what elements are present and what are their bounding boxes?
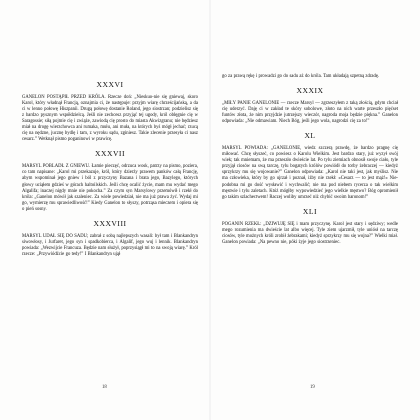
section-paragraph: MARSYL POWIADA: „GANELONIE, wiedz szczerą prawdę, że bardzo pragnę cię miłować. Chcę słyszeć, co powiesz o Karolu Wielkim. Jest bardzo stary, już wyzył swój wiek; tak mniemam, że ma przeszło dwieście lat. Po tylu ziemiach obnosił swoje ciało, tyle przyjął ciosów na swą tarczę, tylu bogatych królów powiódł do torby żebraczej — kiedyż sprzykrzy mu się wojowanie?” Ganelon odpowiada: „Karol nie taki jest, jak myślisz. Nie ma człowieka, który by go ujrzał i poznał, iżby nie rzekł: «Cesarz — to jest mąż!» Nie- podobna mi go dość wysławić i wychwalić; nie ma pod niebem rycerza o tak wielkim męstwie i tylu zaletach. Któż mógłby wypowiedzieć jego wielkie męstwo? Bóg opromienił go takim szlachectwem! Raczej woliby umrzeć niż chybić swoim baronom!” (222, 146, 398, 200)
section-heading: XL (304, 131, 316, 141)
section-heading: XXXIX (296, 86, 324, 96)
section-continuation (222, 74, 398, 80)
section-heading: XXXVIII (93, 218, 127, 228)
section-heading: XLI (302, 206, 318, 216)
section-paragraph: GANELON POSTĄPIŁ PRZED KRÓLA. Rzecze doń: „Nieskuo-nie się gniewaj, skoro Karol, który władnął Francją, oznajmia ci, że następuje: przyjm wiarę chrześcijańską, a da ci w lenno połowę Hiszpanii. Drugą połowę dostanie Roland, jego siostrzan; podzielisz się z bardzo pysznym współdzielcą. Jeśli nie zechcesz przyjąć tej ugody, król oblęgnie cię w Saragossie; siłą pojmie cię i zwiąże, zawiodą cię prosto do miasta Akwizgranu; nie będziesz miał na drogę wierzchowca ani rumaka, mułu, ani muła, na których byś mógł jechać; rzucą cię na nędzne, jucznę bydlę i tam, z wyroku sądu, zginiesz. Takie zlecenie przesyła ci nasz cesarz.” Wetknął pismo poganinowi w prawicę. (22, 95, 198, 143)
section-heading: XXXVI (96, 80, 124, 89)
page-number: 19 (310, 385, 315, 390)
section-paragraph: go za prawą rękę i prowadzi go do sadu aż do króla. Tam układają szpetną zdradę. (222, 74, 380, 79)
section-xxxix (222, 86, 398, 125)
section-xli (222, 207, 398, 246)
section-xxxvi (22, 80, 198, 143)
section-paragraph: MARSYL UDAŁ SIĘ DO SADU; zabrał z sobą najlepszych wasali: był tam i Blankandryn siwowłosy, i Jurfaret, jego syn i spadkobierca, i Algalif, jego wuj i lennik. Blankandryn powiada: „Wezwijcie Francuza. Będzie nam służył, poprzysiągł mi to na swoją wiarę.” Król rzecze: „Przywiódźcie go tedy!” I Blankandryn ujął (22, 233, 198, 257)
page-number: 18 (102, 385, 107, 390)
right-page (210, 0, 420, 420)
section-xxxviii (22, 219, 198, 258)
section-paragraph: MARSYL POBLADŁ Z GNIEWU. Łamie pieczęć, odrzuca wosk, patrzy na pismo, poziera, co tam napisane: „Karol mi przekazuje, król, który dzierży prawem panków całą Francję, abym wspominał jego gniew i ból z przyczyny Bazana i brata jego, Bazylego, których głowy uciąłem gdzieś w górach haltoilskich. Jeśli chcę ocalić życie, mam mu wydać mego Algalifa; inaczej nigdy mnie nie pokocha.” Za czym syn Marsylowy przemówił i rzekł do króla: „Ganelon mówił jak szaleniec. Za wiele powiedział, nie ma już prawa żyć. Wydaj mi go, wymierzę mu sprawiedliwość!” Kiedy Ganelon to słyszy, potrząsa mieczem i opiera się o pień sosny. (22, 164, 198, 212)
section-xxxvii (22, 149, 198, 212)
section-paragraph: „MIŁY PANIE GANELONIE — rzecze Marsyl — zgrzeszyłem z taką złością, gdym chciał cię uderzyć. Daję ci w zakład te skóry sobolowe, złoto na nich warte przeszło pięćset funtów złota, że nim przyjdzie jutrzejszy wieczór, nagroda moja będzie piękna.” Ganelon odpowiada: „Nie odmawiam. Niech Bóg, jeśli jego wola, nagrodzi cię za to!” (222, 101, 398, 125)
section-heading: XXXVII (95, 149, 125, 159)
section-xl (222, 131, 398, 200)
section-paragraph: POGANIN RZEKŁ: „DZIWUJĘ SIĘ i mam przyczynę. Karol jest stary i sędziwy; wedle mego rozumienia ma dwieście lat albo więcej. Tyle ziem ujarzmił, tyle uniósł na tarczę ciosów, tyle możnych króli zrobił żebrakami; kiedyż sprzykrzy mu się wojna?” Wielki miał. Ganelon powiada: „Na pewno nie, póki żyje jego siostrzeniec. (222, 221, 398, 245)
